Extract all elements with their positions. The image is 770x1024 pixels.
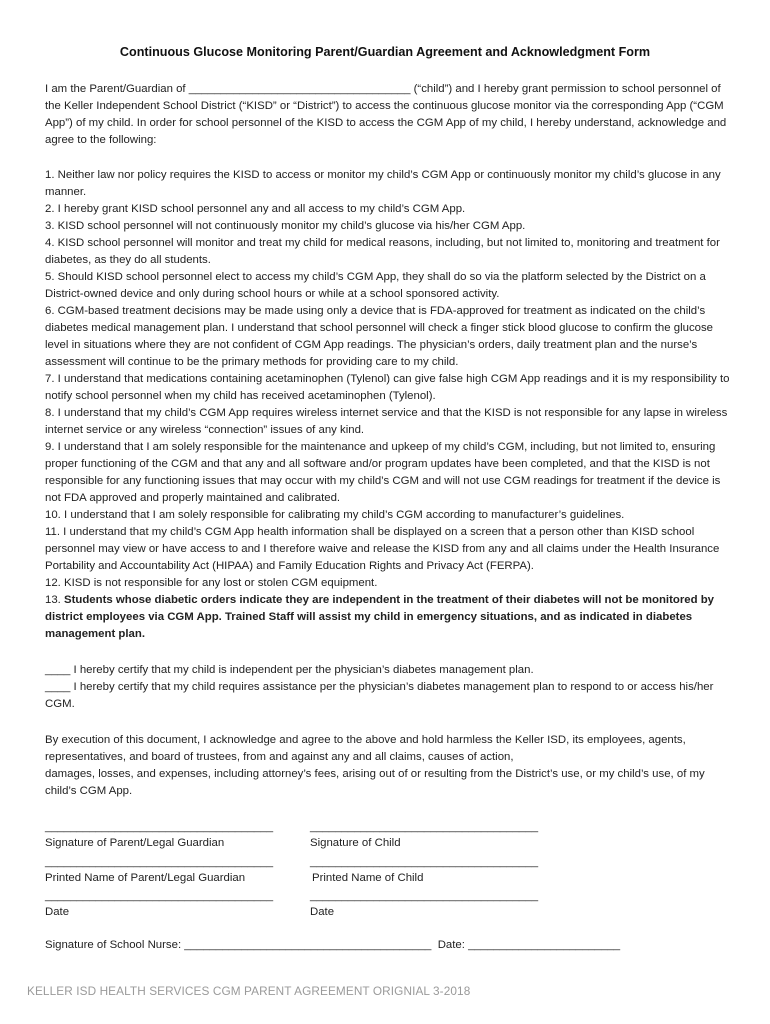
list-item-13 — [45, 592, 735, 643]
nurse-date-label: Date: — [431, 939, 469, 951]
certification-section — [45, 662, 735, 713]
cert-independent: ____ I hereby certify that my child is independent per the physician’s diabetes management plan. — [45, 664, 534, 676]
child-signature-label: Signature of Child — [310, 837, 401, 849]
list-item: 2. I hereby grant KISD school personnel any and all access to my child’s CGM App. — [45, 203, 466, 215]
parent-printed-name-label: Printed Name of Parent/Legal Guardian — [45, 872, 246, 884]
child-date-label: Date — [310, 906, 335, 918]
list-item-13-number: 13. — [45, 594, 64, 606]
execution-line-2: damages, losses, and expenses, including attorney’s fees, arising out of or resulting from the District’s use, or my child’s use, of my child’s CGM App. — [45, 768, 705, 797]
list-item: 11. I understand that my child’s CGM App health information shall be displayed on a screen that a person other than KISD school personnel may view or have access to and I therefore waive and release the KISD from any and all claims under the Health Insurance Portability and Accountability Act (HIPAA) and Family Education Rights and Privacy Act (FERPA). — [45, 526, 720, 572]
parent-printed-name-line[interactable]: ____________________________________ — [45, 856, 274, 868]
list-item: 4. KISD school personnel will monitor and treat my child for medical reasons, including, but not limited to, monitoring and treatment for diabetes, as they do all students. — [45, 237, 720, 266]
child-printed-name-line[interactable]: ____________________________________ — [310, 856, 539, 868]
list-item: 1. Neither law nor policy requires the KISD to access or monitor my child’s CGM App or continuously monitor my child’s glucose in any manner. — [45, 169, 721, 198]
list-item: 10. I understand that I am solely responsible for calibrating my child’s CGM according to manufacturer’s guidelines. — [45, 509, 625, 521]
nurse-date-line[interactable]: ________________________ — [468, 939, 621, 951]
agreement-list — [45, 167, 735, 643]
nurse-signature-line[interactable]: _______________________________________ — [184, 939, 432, 951]
child-date-line[interactable]: ____________________________________ — [310, 890, 539, 902]
nurse-signature-label: Signature of School Nurse: — [45, 939, 185, 951]
intro-text: I am the Parent/Guardian of ___________________________________ (“child”) and I hereby grant permission to school personnel of the Keller Independent School District (“KISD” or “District”) to access the continuous glucose monitor via the corresponding App (“CGM App”) of my child. In order for school personnel of the KISD to access the CGM App of my child, I hereby understand, acknowledge and agree to the following: — [45, 83, 727, 146]
parent-date-label: Date — [45, 906, 70, 918]
list-item-13-bold-text: Students whose diabetic orders indicate they are independent in the treatment of their diabetes will not be monitored by district employees via CGM App. Trained Staff will assist my child in emergency situations, and as indicated in diabetes management plan. — [45, 594, 715, 640]
execution-paragraph — [45, 732, 735, 800]
page-title: Continuous Glucose Monitoring Parent/Guardian Agreement and Acknowledgment Form — [119, 45, 651, 59]
list-item: 6. CGM-based treatment decisions may be made using only a device that is FDA-approved for treatment as indicated on the child’s diabetes medical management plan. I understand that school personnel will check a finger stick blood glucose to confirm the glucose level in situations where they are not confident of CGM App readings. The physician’s orders, daily treatment plan and the nurse’s assessment will continue to be the primary methods for providing care to my child. — [45, 305, 713, 368]
list-item: 3. KISD school personnel will not continuously monitor my child’s glucose via his/her CGM App. — [45, 220, 526, 232]
intro-paragraph — [45, 81, 735, 149]
parent-signature-label: Signature of Parent/Legal Guardian — [45, 837, 225, 849]
list-item: 8. I understand that my child’s CGM App requires wireless internet service and that the KISD is not responsible for any lapse in wireless internet service or any wireless “connection” issues of any kind. — [45, 407, 728, 436]
parent-date-line[interactable]: ____________________________________ — [45, 890, 274, 902]
list-item: 9. I understand that I am solely responsible for the maintenance and upkeep of my child’s CGM, including, but not limited to, ensuring proper functioning of the CGM and that any and all software and/or program updates have been completed, and that the KISD is not responsible for any functioning issues that may occur with my child’s CGM and will not use CGM readings for treatment if the device is not FDA approved and properly maintained and calibrated. — [45, 441, 721, 504]
child-printed-name-label: Printed Name of Child — [312, 872, 424, 884]
list-item: 5. Should KISD school personnel elect to access my child’s CGM App, they shall do so via the platform selected by the District on a District-owned device and only during school hours or while at a school sponsored activity. — [45, 271, 706, 300]
list-item: 12. KISD is not responsible for any lost or stolen CGM equipment. — [45, 577, 378, 589]
execution-line-1: By execution of this document, I acknowledge and agree to the above and hold harmless the Keller ISD, its employees, agents, representatives, and board of trustees, from and against any and all claims, causes of action, — [45, 734, 686, 763]
footer-text: KELLER ISD HEALTH SERVICES CGM PARENT AGREEMENT ORIGNIAL 3-2018 — [27, 984, 471, 998]
cert-assistance: ____ I hereby certify that my child requires assistance per the physician’s diabetes management plan to respond to or access his/her CGM. — [45, 681, 714, 710]
parent-signature-line[interactable]: ____________________________________ — [45, 821, 274, 833]
child-signature-line[interactable]: ____________________________________ — [310, 821, 539, 833]
nurse-signature-row — [45, 938, 620, 952]
list-item: 7. I understand that medications containing acetaminophen (Tylenol) can give false high CGM App readings and it is my responsibility to notify school personnel when my child has received acetaminophen (Tylenol). — [45, 373, 730, 402]
